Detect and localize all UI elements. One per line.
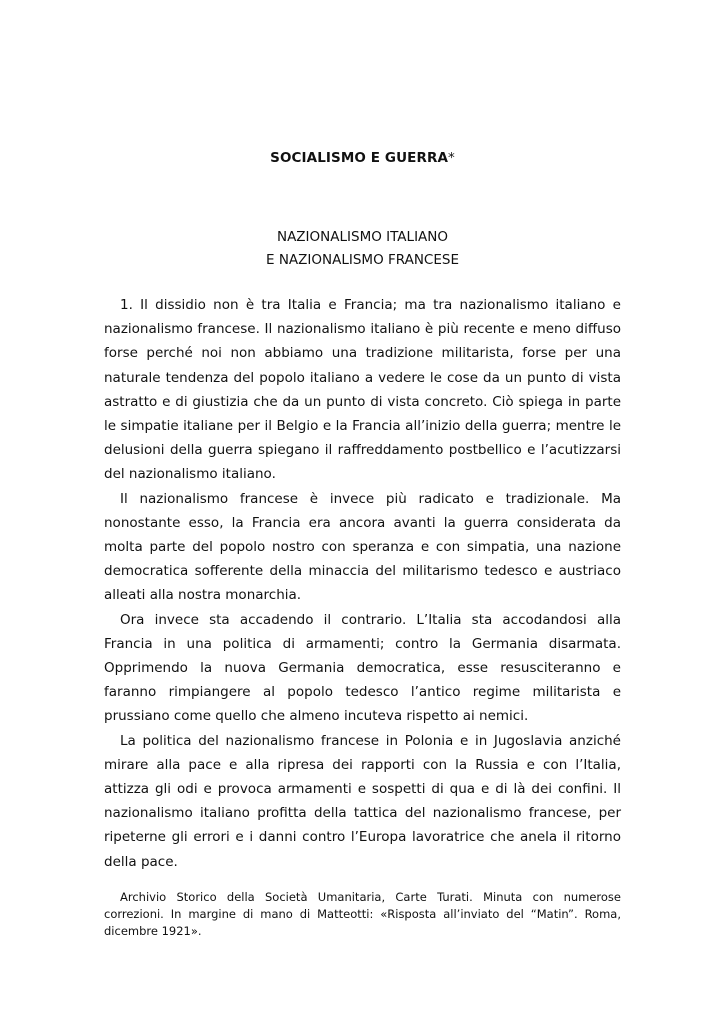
title-text: SOCIALISMO E GUERRA: [270, 150, 448, 166]
section-heading: [104, 226, 621, 272]
paragraph-4: La politica del nazionalismo francese in Polonia e in Jugoslavia anziché mirare alla pace e alla ripresa dei rapporti con la Russia e con l’Italia, attizza gli odi e provoca armamenti e sospetti di qua e di là dei confini. Il nazionalismo italiano profitta della tattica del nazionalismo francese, per ripeterne gli errori e i danni contro l’Europa lavoratrice che anela il ritorno della pace.: [104, 732, 621, 870]
document-page: [104, 0, 621, 1024]
page-title: [104, 150, 621, 166]
paragraph-2: Il nazionalismo francese è invece più radicato e tradizionale. Ma nonostante esso, la Francia era ancora avanti la guerra considerata da molta parte del popolo nostro con speranza e con simpatia, una nazione democratica sofferente della minaccia del militarismo tedesco e austriaco alleati alla nostra monarchia.: [104, 490, 621, 604]
section-heading-line-1: NAZIONALISMO ITALIANO: [276, 229, 449, 245]
title-footnote-mark: *: [448, 150, 455, 166]
footnote: Archivio Storico della Società Umanitaria, Carte Turati. Minuta con numerose correzioni. In margine di mano di Matteotti: «Risposta all’inviato del “Matin”. Roma, dicembre 1921».: [104, 890, 621, 938]
paragraph-1: 1. Il dissidio non è tra Italia e Francia; ma tra nazionalismo italiano e nazionalismo francese. Il nazionalismo italiano è più recente e meno diffuso forse perché noi non abbiamo una tradizione militarista, forse per una naturale tendenza del popolo italiano a vedere le cose da un punto di vista astratto e di giustizia che da un punto di vista concreto. Ciò spiega in parte le simpatie italiane per il Belgio e la Francia all’inizio della guerra; mentre le delusioni della guerra spiegano il raffreddamento postbellico e l’acutizzarsi del nazionalismo italiano.: [104, 297, 621, 483]
paragraph-3: Ora invece sta accadendo il contrario. L’Italia sta accodandosi alla Francia in una politica di armamenti; contro la Germania disarmata. Opprimendo la nuova Germania democratica, esse resusciteranno e faranno rimpiangere al popolo tedesco l’antico regime militarista e prussiano come quello che almeno incuteva rispetto ai nemici.: [104, 611, 621, 725]
body-text: [104, 293, 621, 874]
section-heading-line-2: E NAZIONALISMO FRANCESE: [266, 252, 459, 268]
